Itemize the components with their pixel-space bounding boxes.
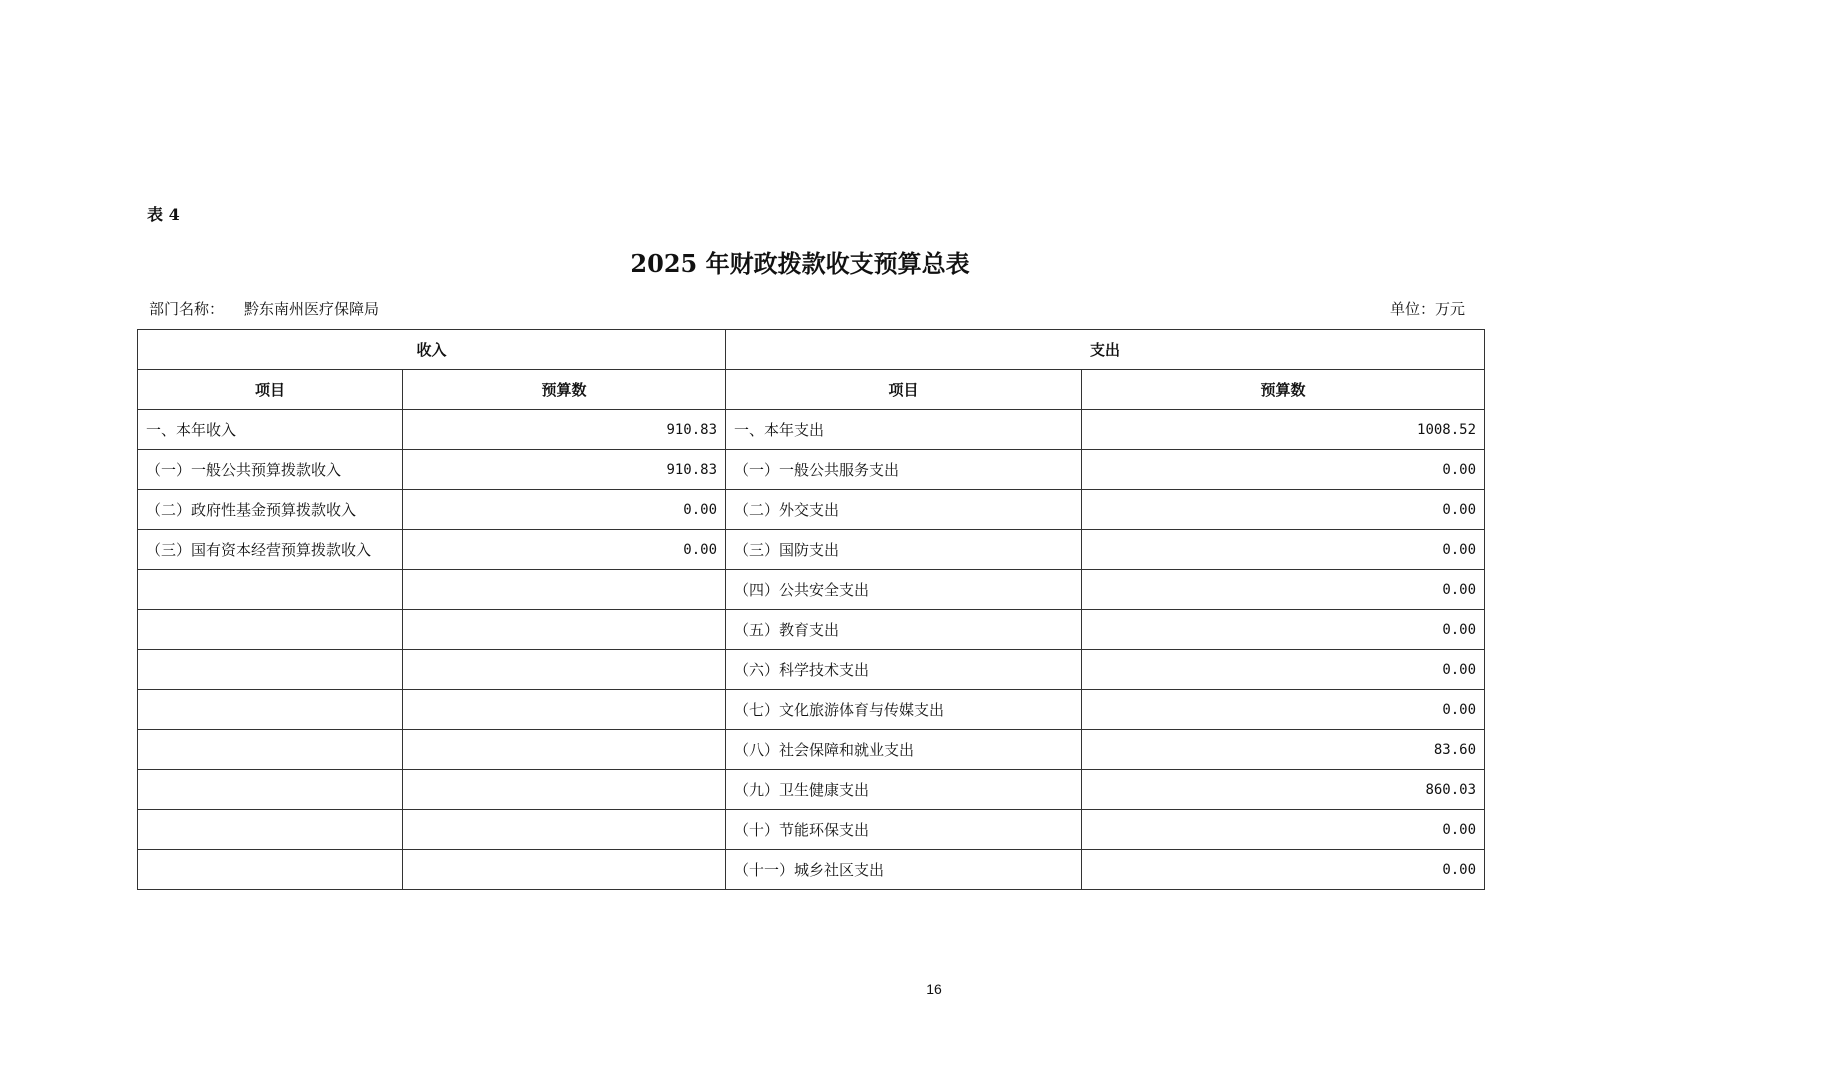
income-amount-cell [403, 730, 726, 770]
income-item-cell: （二）政府性基金预算拨款收入 [138, 490, 403, 530]
income-amount-cell: 0.00 [403, 490, 726, 530]
table-row [138, 850, 1485, 890]
expense-amount-cell: 1008.52 [1082, 410, 1485, 450]
expense-item-cell: （十）节能环保支出 [726, 810, 1082, 850]
expense-amount-cell: 0.00 [1082, 690, 1485, 730]
income-item-cell [138, 730, 403, 770]
expense-item-cell: （九）卫生健康支出 [726, 770, 1082, 810]
expense-amount-cell: 0.00 [1082, 490, 1485, 530]
income-amount-cell [403, 770, 726, 810]
income-item-cell: （一）一般公共预算拨款收入 [138, 450, 403, 490]
expense-amount-cell: 0.00 [1082, 570, 1485, 610]
expense-amount-cell: 0.00 [1082, 450, 1485, 490]
income-amount-cell [403, 810, 726, 850]
table-row [138, 610, 1485, 650]
page-title: 2025 年财政拨款收支预算总表 [630, 249, 970, 278]
income-amount-cell: 910.83 [403, 450, 726, 490]
table-row [138, 570, 1485, 610]
income-amount-cell [403, 610, 726, 650]
expense-item-cell: （一）一般公共服务支出 [726, 450, 1082, 490]
table-row [138, 690, 1485, 730]
expense-amount-cell: 83.60 [1082, 730, 1485, 770]
expense-item-cell: （十一）城乡社区支出 [726, 850, 1082, 890]
income-item-cell [138, 690, 403, 730]
income-amount-cell [403, 850, 726, 890]
expense-item-cell: （八）社会保障和就业支出 [726, 730, 1082, 770]
table-row [138, 490, 1485, 530]
expense-amount-cell: 860.03 [1082, 770, 1485, 810]
income-item-cell [138, 850, 403, 890]
expense-amount-cell: 0.00 [1082, 650, 1485, 690]
section-header-row [138, 330, 1485, 370]
income-amount-cell: 910.83 [403, 410, 726, 450]
expense-amount-cell: 0.00 [1082, 530, 1485, 570]
income-item-cell: 一、本年收入 [138, 410, 403, 450]
table-row [138, 770, 1485, 810]
expense-item-cell: （二）外交支出 [726, 490, 1082, 530]
income-item-cell [138, 610, 403, 650]
department-info [149, 298, 379, 319]
income-item-cell: （三）国有资本经营预算拨款收入 [138, 530, 403, 570]
income-amount-column-header: 预算数 [403, 370, 726, 410]
income-item-cell [138, 770, 403, 810]
table-row [138, 650, 1485, 690]
income-header: 收入 [138, 330, 726, 370]
expense-item-column-header: 项目 [726, 370, 1082, 410]
expense-item-cell: （四）公共安全支出 [726, 570, 1082, 610]
expense-item-cell: （五）教育支出 [726, 610, 1082, 650]
department-label: 部门名称： [149, 300, 225, 318]
income-amount-cell [403, 570, 726, 610]
expense-amount-cell: 0.00 [1082, 850, 1485, 890]
income-item-cell [138, 650, 403, 690]
table-row [138, 530, 1485, 570]
income-item-cell [138, 570, 403, 610]
table-label: 表 4 [147, 205, 180, 224]
expense-amount-cell: 0.00 [1082, 810, 1485, 850]
table-row [138, 730, 1485, 770]
income-amount-cell [403, 690, 726, 730]
income-item-column-header: 项目 [138, 370, 403, 410]
table-row [138, 450, 1485, 490]
expense-item-cell: （七）文化旅游体育与传媒支出 [726, 690, 1082, 730]
expense-item-cell: 一、本年支出 [726, 410, 1082, 450]
income-amount-cell: 0.00 [403, 530, 726, 570]
budget-table [137, 329, 1485, 890]
department-name: 黔东南州医疗保障局 [244, 300, 380, 318]
table-row [138, 810, 1485, 850]
page-number: 16 [926, 981, 942, 997]
expense-item-cell: （六）科学技术支出 [726, 650, 1082, 690]
expense-item-cell: （三）国防支出 [726, 530, 1082, 570]
income-item-cell [138, 810, 403, 850]
column-header-row [138, 370, 1485, 410]
income-amount-cell [403, 650, 726, 690]
expense-header: 支出 [726, 330, 1485, 370]
expense-amount-cell: 0.00 [1082, 610, 1485, 650]
table-row [138, 410, 1485, 450]
expense-amount-column-header: 预算数 [1082, 370, 1485, 410]
unit-label: 单位：万元 [1390, 300, 1466, 318]
